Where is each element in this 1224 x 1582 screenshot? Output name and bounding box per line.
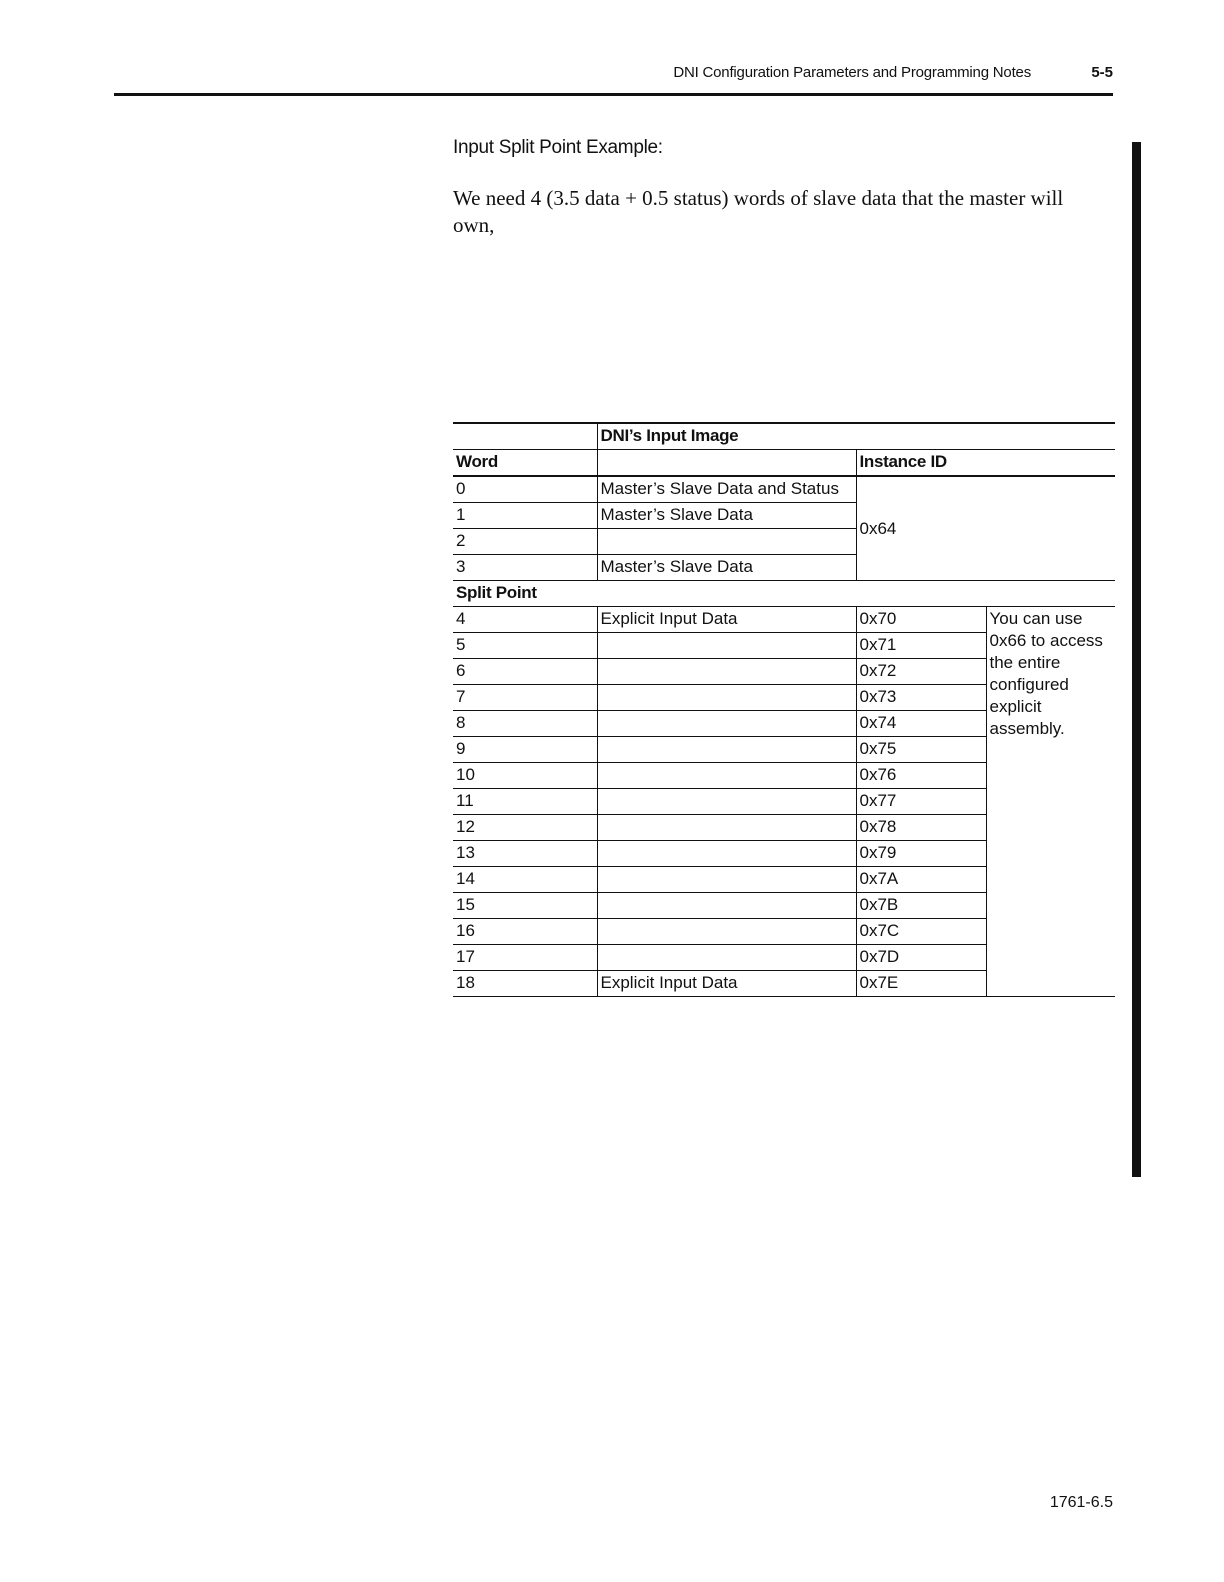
column-header-word: Word [453,450,597,477]
split-point-label: Split Point [453,581,1115,607]
instance-id-cell: 0x77 [856,789,986,815]
word-cell: 15 [453,893,597,919]
word-cell: 1 [453,503,597,529]
description-cell [597,893,856,919]
instance-id-cell: 0x7D [856,945,986,971]
instance-id-cell: 0x7A [856,867,986,893]
header-rule [114,93,1113,96]
word-cell: 18 [453,971,597,997]
instance-id-cell: 0x7C [856,919,986,945]
description-cell: Master’s Slave Data [597,503,856,529]
word-cell: 14 [453,867,597,893]
word-cell: 8 [453,711,597,737]
description-cell: Master’s Slave Data and Status [597,476,856,503]
description-cell: Explicit Input Data [597,971,856,997]
word-cell: 3 [453,555,597,581]
description-cell [597,919,856,945]
column-header-instance-id: Instance ID [856,450,1115,477]
explicit-assembly-note: You can use 0x66 to access the entire configured explicit assembly. [986,607,1115,997]
word-cell: 11 [453,789,597,815]
word-cell: 10 [453,763,597,789]
table-row [453,607,1115,633]
master-instance-id-cell: 0x64 [856,476,1115,581]
word-cell: 12 [453,815,597,841]
word-cell: 6 [453,659,597,685]
description-cell [597,763,856,789]
publication-id: 1761-6.5 [1049,1494,1113,1511]
word-cell: 4 [453,607,597,633]
instance-id-cell: 0x7E [856,971,986,997]
description-cell [597,633,856,659]
word-cell: 0 [453,476,597,503]
description-cell [597,815,856,841]
table-row [453,476,1115,503]
instance-id-cell: 0x79 [856,841,986,867]
description-cell [597,529,856,555]
description-cell [597,789,856,815]
instance-id-cell: 0x76 [856,763,986,789]
body-paragraph: We need 4 (3.5 data + 0.5 status) words of slave data that the master will own, [453,186,1064,237]
running-header [0,64,1113,88]
table-group-header-row [453,423,1115,450]
table-column-header-row [453,450,1115,477]
instance-id-cell: 0x75 [856,737,986,763]
chapter-side-bar [1132,142,1141,1177]
description-cell [597,867,856,893]
instance-id-cell: 0x74 [856,711,986,737]
instance-id-cell: 0x70 [856,607,986,633]
input-image-table [453,422,1115,997]
word-cell: 7 [453,685,597,711]
description-cell [597,659,856,685]
description-cell [597,737,856,763]
description-cell [597,711,856,737]
word-cell: 13 [453,841,597,867]
description-cell [597,945,856,971]
running-title: DNI Configuration Parameters and Programming Notes [673,64,1031,81]
word-cell: 9 [453,737,597,763]
page-number: 5-5 [1091,64,1113,81]
instance-id-cell: 0x78 [856,815,986,841]
word-cell: 2 [453,529,597,555]
empty-cell [453,423,597,450]
instance-id-cell: 0x72 [856,659,986,685]
description-cell [597,841,856,867]
word-cell: 5 [453,633,597,659]
instance-id-cell: 0x7B [856,893,986,919]
description-cell: Explicit Input Data [597,607,856,633]
section-heading: Input Split Point Example: [453,137,663,158]
instance-id-cell: 0x73 [856,685,986,711]
description-cell: Master’s Slave Data [597,555,856,581]
instance-id-cell: 0x71 [856,633,986,659]
split-point-row [453,581,1115,607]
group-header: DNI’s Input Image [597,423,1115,450]
word-cell: 17 [453,945,597,971]
column-header-description [597,450,856,477]
word-cell: 16 [453,919,597,945]
description-cell [597,685,856,711]
